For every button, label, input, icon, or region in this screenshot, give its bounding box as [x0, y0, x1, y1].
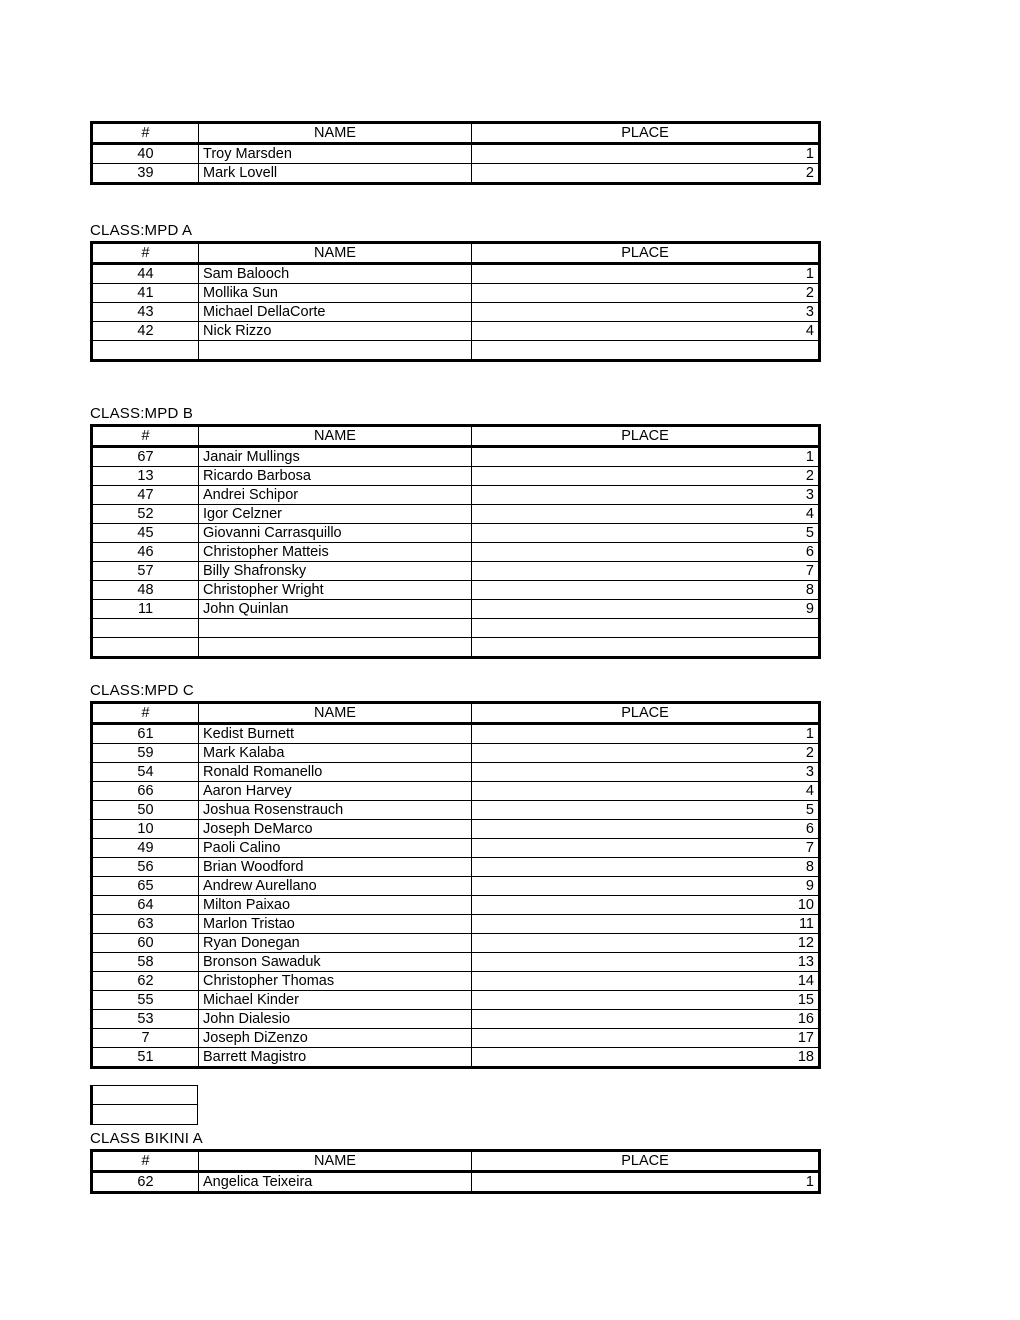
table-row — [92, 991, 820, 1010]
cell-place: 5 — [472, 801, 820, 820]
cell-number: 48 — [92, 581, 199, 600]
cell-competitor-name: Aaron Harvey — [199, 782, 472, 801]
column-header-place: PLACE — [472, 243, 820, 264]
cell-competitor-name: Milton Paixao — [199, 896, 472, 915]
cell-number: 42 — [92, 322, 199, 341]
cell-number: 66 — [92, 782, 199, 801]
table-row — [92, 600, 820, 619]
table-header-row — [92, 703, 820, 724]
cell-number-empty — [92, 638, 199, 658]
cell-place: 5 — [472, 524, 820, 543]
cell-competitor-name-empty — [199, 341, 472, 361]
table-row — [92, 953, 820, 972]
table-row — [92, 934, 820, 953]
class-label: CLASS BIKINI A — [90, 1130, 203, 1147]
cell-number: 67 — [92, 447, 199, 467]
cell-number: 45 — [92, 524, 199, 543]
column-header-name: NAME — [199, 1151, 472, 1172]
cell-competitor-name: Joshua Rosenstrauch — [199, 801, 472, 820]
table-row — [92, 801, 820, 820]
column-header-number: # — [92, 123, 199, 144]
cell-competitor-name: Michael DellaCorte — [199, 303, 472, 322]
cell-number: 43 — [92, 303, 199, 322]
cell-competitor-name: Mark Lovell — [199, 164, 472, 184]
cell-number: 60 — [92, 934, 199, 953]
cell-number: 51 — [92, 1048, 199, 1068]
cell-number: 63 — [92, 915, 199, 934]
table-row — [92, 322, 820, 341]
cell-number: 46 — [92, 543, 199, 562]
cell-place: 4 — [472, 505, 820, 524]
table-row — [92, 303, 820, 322]
results-section-bikini-a — [90, 1130, 818, 1194]
column-header-place: PLACE — [472, 703, 820, 724]
cell-place: 11 — [472, 915, 820, 934]
column-header-place: PLACE — [472, 1151, 820, 1172]
column-header-name: NAME — [199, 123, 472, 144]
table-header-row — [92, 123, 820, 144]
cell-competitor-name: John Dialesio — [199, 1010, 472, 1029]
cell-competitor-name-empty — [199, 619, 472, 638]
cell-place: 1 — [472, 144, 820, 164]
cell-place: 8 — [472, 858, 820, 877]
column-header-name: NAME — [199, 243, 472, 264]
cell-number: 54 — [92, 763, 199, 782]
table-row — [92, 1010, 820, 1029]
cell-competitor-name: John Quinlan — [199, 600, 472, 619]
cell-place-empty — [472, 638, 820, 658]
cell-number: 49 — [92, 839, 199, 858]
cell-place: 3 — [472, 303, 820, 322]
cell-number: 59 — [92, 744, 199, 763]
cell-competitor-name: Billy Shafronsky — [199, 562, 472, 581]
cell-number: 47 — [92, 486, 199, 505]
table-row-empty — [92, 638, 820, 658]
column-header-number: # — [92, 703, 199, 724]
cell-number: 62 — [92, 972, 199, 991]
cell-place: 7 — [472, 839, 820, 858]
cell-competitor-name: Giovanni Carrasquillo — [199, 524, 472, 543]
cell-number: 7 — [92, 1029, 199, 1048]
cell-competitor-name: Troy Marsden — [199, 144, 472, 164]
table-row — [92, 1048, 820, 1068]
table-row — [92, 820, 820, 839]
results-table-continued-top — [90, 121, 821, 185]
results-section-mpd-b — [90, 405, 818, 659]
cell-number: 53 — [92, 1010, 199, 1029]
cell-place: 6 — [472, 820, 820, 839]
table-row — [92, 1029, 820, 1048]
cell-place: 2 — [472, 284, 820, 303]
empty-stub-box — [90, 1085, 198, 1125]
table-row — [92, 543, 820, 562]
table-row — [92, 284, 820, 303]
cell-competitor-name: Mark Kalaba — [199, 744, 472, 763]
cell-number: 64 — [92, 896, 199, 915]
cell-number: 52 — [92, 505, 199, 524]
cell-competitor-name: Janair Mullings — [199, 447, 472, 467]
stub-row — [93, 1086, 197, 1105]
cell-competitor-name: Christopher Matteis — [199, 543, 472, 562]
cell-number: 39 — [92, 164, 199, 184]
stub-row — [93, 1105, 197, 1124]
table-row — [92, 877, 820, 896]
cell-number: 56 — [92, 858, 199, 877]
column-header-name: NAME — [199, 703, 472, 724]
cell-place: 2 — [472, 164, 820, 184]
cell-competitor-name: Barrett Magistro — [199, 1048, 472, 1068]
results-section-continued-top — [90, 121, 818, 185]
cell-place: 1 — [472, 724, 820, 744]
cell-competitor-name: Ricardo Barbosa — [199, 467, 472, 486]
table-row — [92, 896, 820, 915]
table-header-row — [92, 243, 820, 264]
cell-competitor-name: Angelica Teixeira — [199, 1172, 472, 1193]
cell-number: 41 — [92, 284, 199, 303]
cell-place: 13 — [472, 953, 820, 972]
cell-place: 1 — [472, 1172, 820, 1193]
cell-number: 50 — [92, 801, 199, 820]
cell-competitor-name: Bronson Sawaduk — [199, 953, 472, 972]
column-header-place: PLACE — [472, 426, 820, 447]
cell-place: 2 — [472, 744, 820, 763]
cell-competitor-name: Ronald Romanello — [199, 763, 472, 782]
cell-competitor-name: Brian Woodford — [199, 858, 472, 877]
class-label: CLASS:MPD B — [90, 405, 194, 422]
cell-place: 12 — [472, 934, 820, 953]
cell-competitor-name: Joseph DeMarco — [199, 820, 472, 839]
table-row — [92, 562, 820, 581]
table-row — [92, 782, 820, 801]
cell-place: 14 — [472, 972, 820, 991]
cell-number: 44 — [92, 264, 199, 284]
table-row — [92, 144, 820, 164]
cell-competitor-name: Michael Kinder — [199, 991, 472, 1010]
cell-place: 1 — [472, 447, 820, 467]
cell-place: 6 — [472, 543, 820, 562]
table-row — [92, 486, 820, 505]
cell-competitor-name: Andrew Aurellano — [199, 877, 472, 896]
cell-competitor-name: Christopher Thomas — [199, 972, 472, 991]
cell-number: 10 — [92, 820, 199, 839]
table-row — [92, 505, 820, 524]
table-row — [92, 839, 820, 858]
table-row — [92, 264, 820, 284]
column-header-place: PLACE — [472, 123, 820, 144]
cell-number: 57 — [92, 562, 199, 581]
cell-competitor-name: Mollika Sun — [199, 284, 472, 303]
cell-number: 61 — [92, 724, 199, 744]
cell-number: 65 — [92, 877, 199, 896]
cell-competitor-name: Andrei Schipor — [199, 486, 472, 505]
table-header-row — [92, 1151, 820, 1172]
cell-place: 9 — [472, 877, 820, 896]
cell-place: 3 — [472, 763, 820, 782]
table-row — [92, 581, 820, 600]
cell-place: 17 — [472, 1029, 820, 1048]
column-header-number: # — [92, 426, 199, 447]
table-row — [92, 858, 820, 877]
results-table-mpd-a — [90, 241, 821, 362]
cell-place: 4 — [472, 322, 820, 341]
cell-competitor-name: Marlon Tristao — [199, 915, 472, 934]
cell-place: 2 — [472, 467, 820, 486]
table-row — [92, 447, 820, 467]
table-row-empty — [92, 619, 820, 638]
table-row-empty — [92, 341, 820, 361]
class-label: CLASS:MPD C — [90, 682, 194, 699]
cell-place: 8 — [472, 581, 820, 600]
cell-competitor-name: Christopher Wright — [199, 581, 472, 600]
cell-number: 11 — [92, 600, 199, 619]
cell-place: 3 — [472, 486, 820, 505]
cell-number: 55 — [92, 991, 199, 1010]
results-section-mpd-a — [90, 222, 818, 362]
results-table-mpd-b — [90, 424, 821, 659]
cell-number-empty — [92, 619, 199, 638]
table-row — [92, 763, 820, 782]
cell-competitor-name-empty — [199, 638, 472, 658]
table-header-row — [92, 426, 820, 447]
cell-competitor-name: Kedist Burnett — [199, 724, 472, 744]
cell-competitor-name: Sam Balooch — [199, 264, 472, 284]
table-row — [92, 467, 820, 486]
cell-number: 40 — [92, 144, 199, 164]
cell-competitor-name: Joseph DiZenzo — [199, 1029, 472, 1048]
column-header-number: # — [92, 243, 199, 264]
table-row — [92, 724, 820, 744]
cell-place: 15 — [472, 991, 820, 1010]
cell-number-empty — [92, 341, 199, 361]
column-header-name: NAME — [199, 426, 472, 447]
cell-place: 1 — [472, 264, 820, 284]
cell-place: 7 — [472, 562, 820, 581]
cell-place-empty — [472, 619, 820, 638]
cell-place: 16 — [472, 1010, 820, 1029]
results-table-bikini-a — [90, 1149, 821, 1194]
cell-competitor-name: Ryan Donegan — [199, 934, 472, 953]
cell-place: 9 — [472, 600, 820, 619]
cell-number: 58 — [92, 953, 199, 972]
table-row — [92, 972, 820, 991]
table-row — [92, 1172, 820, 1193]
cell-place: 18 — [472, 1048, 820, 1068]
column-header-number: # — [92, 1151, 199, 1172]
table-row — [92, 524, 820, 543]
cell-place: 4 — [472, 782, 820, 801]
table-row — [92, 915, 820, 934]
table-row — [92, 164, 820, 184]
table-row — [92, 744, 820, 763]
cell-competitor-name: Igor Celzner — [199, 505, 472, 524]
results-section-mpd-c — [90, 682, 818, 1069]
cell-place: 10 — [472, 896, 820, 915]
cell-competitor-name: Paoli Calino — [199, 839, 472, 858]
cell-number: 62 — [92, 1172, 199, 1193]
results-table-mpd-c — [90, 701, 821, 1069]
class-label: CLASS:MPD A — [90, 222, 193, 239]
cell-place-empty — [472, 341, 820, 361]
cell-competitor-name: Nick Rizzo — [199, 322, 472, 341]
cell-number: 13 — [92, 467, 199, 486]
